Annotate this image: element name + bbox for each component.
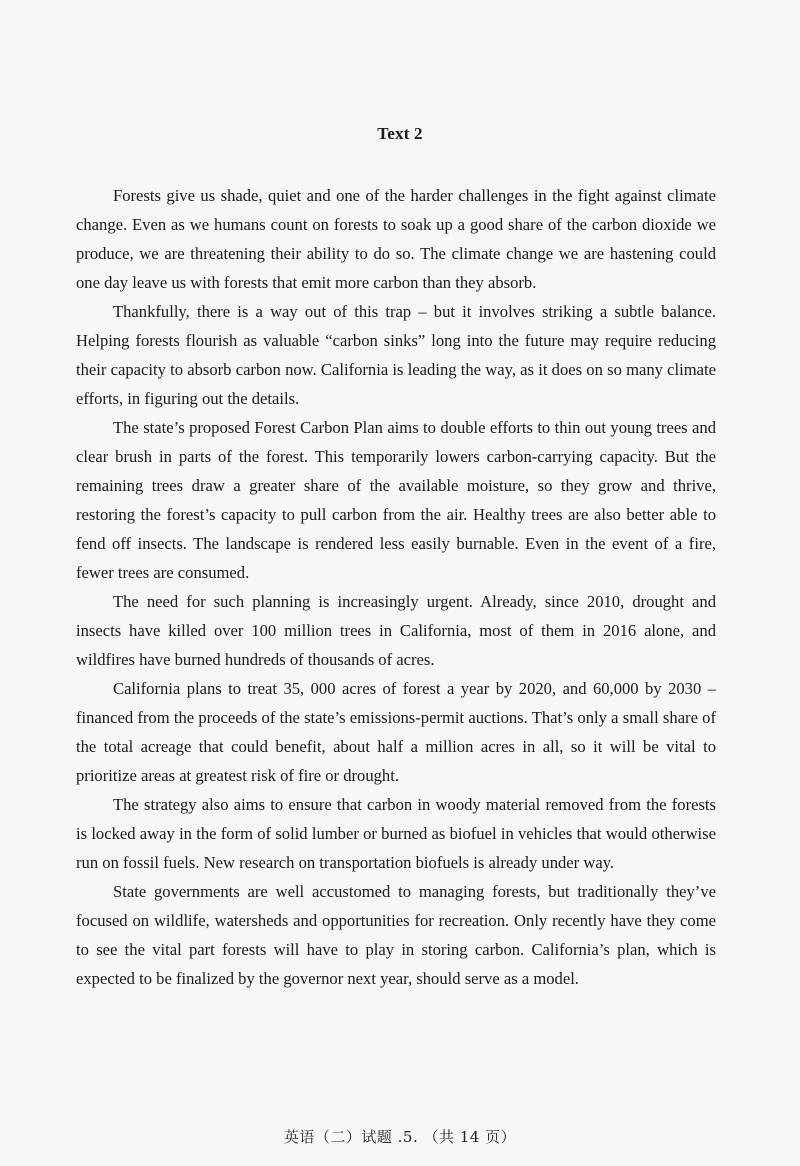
paragraph-4: The need for such planning is increasingly urgent. Already, since 2010, drought and insects have killed over 100 million trees in California, most of them in 2016 alone, and wildfires have burned hundreds of thousands of acres. [76,592,716,669]
passage-title: Text 2 [377,124,423,143]
paragraph-5: California plans to treat 35, 000 acres of forest a year by 2020, and 60,000 by 2030 – financed from the proceeds of the state’s emissions-permit auctions. That’s only a small share of the total acreage that could benefit, about half a million acres in all, so it will be vital to prioritize areas at greatest risk of fire or drought. [76,679,716,785]
page-footer: 英语（二）试题 .5. （共 14 页） [283,1128,517,1146]
paragraph-1: Forests give us shade, quiet and one of the harder challenges in the fight against climate change. Even as we humans count on forests to soak up a good share of the carbon dioxide we produce, we are threatening their ability to do so. The climate change we are hastening could one day leave us with forests that emit more carbon than they absorb. [76,186,716,292]
passage-body [76,181,716,993]
paragraph-6: The strategy also aims to ensure that carbon in woody material removed from the forests is locked away in the form of solid lumber or burned as biofuel in vehicles that would otherwise run on fossil fuels. New research on transportation biofuels is already under way. [76,795,716,872]
paragraph-7: State governments are well accustomed to managing forests, but traditionally they’ve focused on wildlife, watersheds and opportunities for recreation. Only recently have they come to see the vital part forests will have to play in storing carbon. California’s plan, which is expected to be finalized by the governor next year, should serve as a model. [76,882,716,988]
paragraph-2: Thankfully, there is a way out of this trap – but it involves striking a subtle balance. Helping forests flourish as valuable “carbon sinks” long into the future may require reducing their capacity to absorb carbon now. California is leading the way, as it does on so many climate efforts, in figuring out the details. [76,302,716,408]
paragraph-3: The state’s proposed Forest Carbon Plan aims to double efforts to thin out young trees and clear brush in parts of the forest. This temporarily lowers carbon-carrying capacity. But the remaining trees draw a greater share of the available moisture, so they grow and thrive, restoring the forest’s capacity to pull carbon from the air. Healthy trees are also better able to fend off insects. The landscape is rendered less easily burnable. Even in the event of a fire, fewer trees are consumed. [76,418,716,582]
